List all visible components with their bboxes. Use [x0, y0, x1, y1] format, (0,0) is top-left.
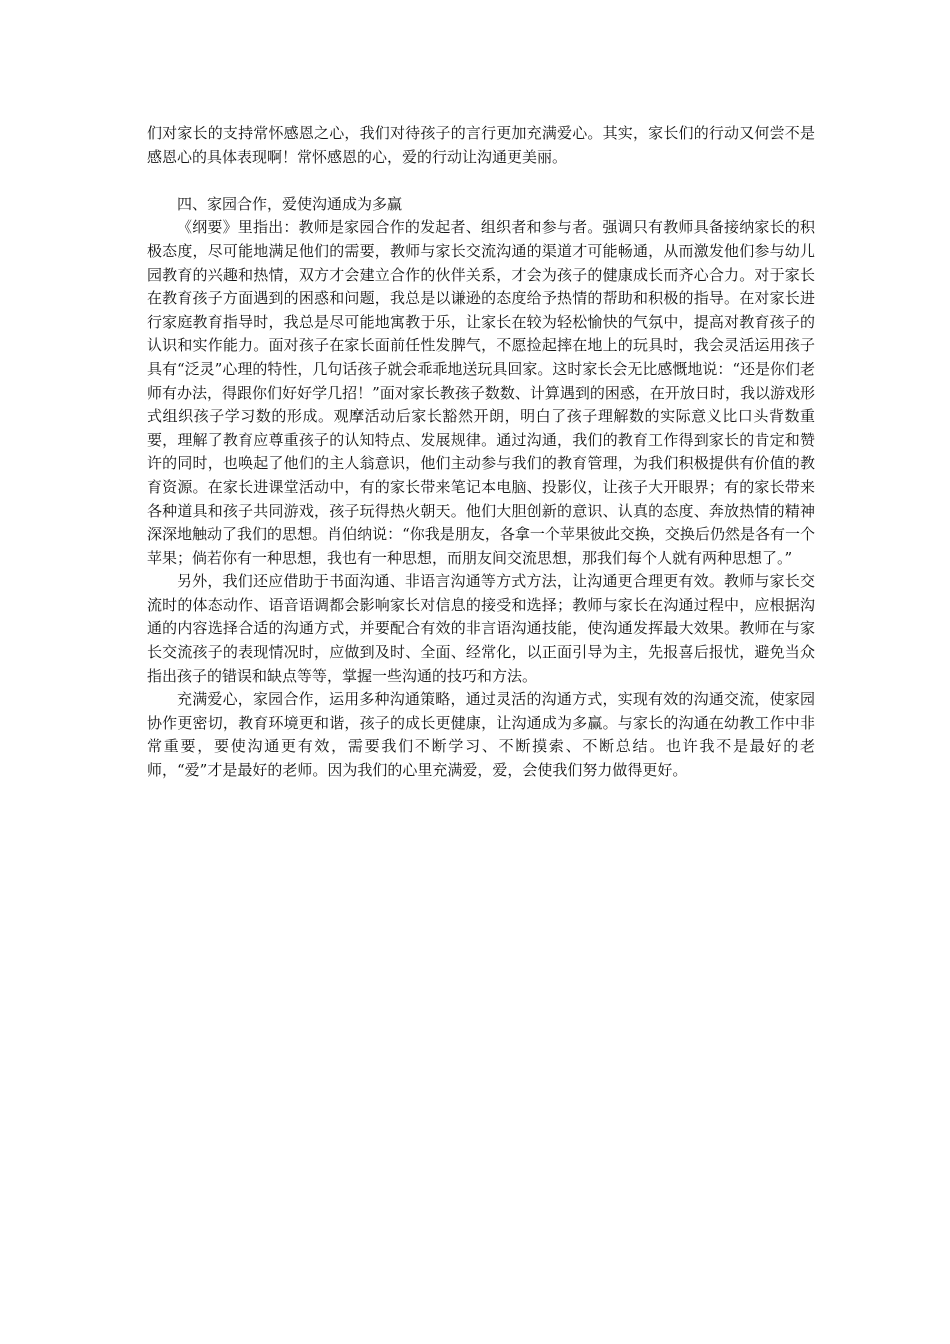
section-heading: 四、家园合作，爱使沟通成为多赢 [177, 194, 403, 213]
paragraph-continuation: 们对家长的支持常怀感恩之心，我们对待孩子的言行更加充满爱心。其实，家长们的行动又何尝不是感恩心的具体表现啊！常怀感恩的心，爱的行动让沟通更美丽。 [147, 124, 815, 166]
paragraph-body: 另外，我们还应借助于书面沟通、非语言沟通等方式方法，让沟通更合理更有效。教师与家长交流时的体态动作、语音语调都会影响家长对信息的接受和选择；教师与家长在沟通过程中，应根据沟通的内容选择合适的沟通方式，并要配合有效的非言语沟通技能，使沟通发挥最大效果。教师在与家长交流孩子的表现情况时，应做到及时、全面、经常化，以正面引导为主，先报喜后报忧，避免当众指出孩子的错误和缺点等等，掌握一些沟通的技巧和方法。 [147, 572, 815, 685]
paragraph-body: 充满爱心，家园合作，运用多种沟通策略，通过灵活的沟通方式，实现有效的沟通交流，使家园协作更密切，教育环境更和谐，孩子的成长更健康，让沟通成为多赢。与家长的沟通在幼教工作中非常重要，要使沟通更有效，需要我们不断学习、不断摸索、不断总结。也许我不是最好的老师，“爱”才是最好的老师。因为我们的心里充满爱，爱，会使我们努力做得更好。 [147, 690, 815, 780]
document-page [147, 122, 815, 783]
paragraph-body: 《纲要》里指出：教师是家园合作的发起者、组织者和参与者。强调只有教师具备接纳家长的积极态度，尽可能地满足他们的需要，教师与家长交流沟通的渠道才可能畅通，从而激发他们参与幼儿园教育的兴趣和热情，双方才会建立合作的伙伴关系，才会为孩子的健康成长而齐心合力。对于家长在教育孩子方面遇到的困惑和问题，我总是以谦逊的态度给予热情的帮助和积极的指导。在对家长进行家庭教育指导时，我总是尽可能地寓教于乐，让家长在较为轻松愉快的气氛中，提高对教育孩子的认识和实作能力。面对孩子在家长面前任性发脾气，不愿捡起摔在地上的玩具时，我会灵活运用孩子具有“泛灵”心理的特性，几句话孩子就会乖乖地送玩具回家。这时家长会无比感慨地说：“还是你们老师有办法，得跟你们好好学几招！”面对家长教孩子数数、计算遇到的困惑，在开放日时，我以游戏形式组织孩子学习数的形成。观摩活动后家长豁然开朗，明白了孩子理解数的实际意义比口头背数重要，理解了教育应尊重孩子的认知特点、发展规律。通过沟通，我们的教育工作得到家长的肯定和赞许的同时，也唤起了他们的主人翁意识，他们主动参与我们的教育管理，为我们积极提供有价值的教育资源。在家长进课堂活动中，有的家长带来笔记本电脑、投影仪，让孩子大开眼界；有的家长带来各种道具和孩子共同游戏，孩子玩得热火朝天。他们大胆创新的意识、认真的态度、奔放热情的精神深深地触动了我们的思想。肖伯纳说：“你我是朋友，各拿一个苹果彼此交换，交换后仍然是各有一个苹果；倘若你有一种思想，我也有一种思想，而朋友间交流思想，那我们每个人就有两种思想了。” [147, 218, 816, 567]
